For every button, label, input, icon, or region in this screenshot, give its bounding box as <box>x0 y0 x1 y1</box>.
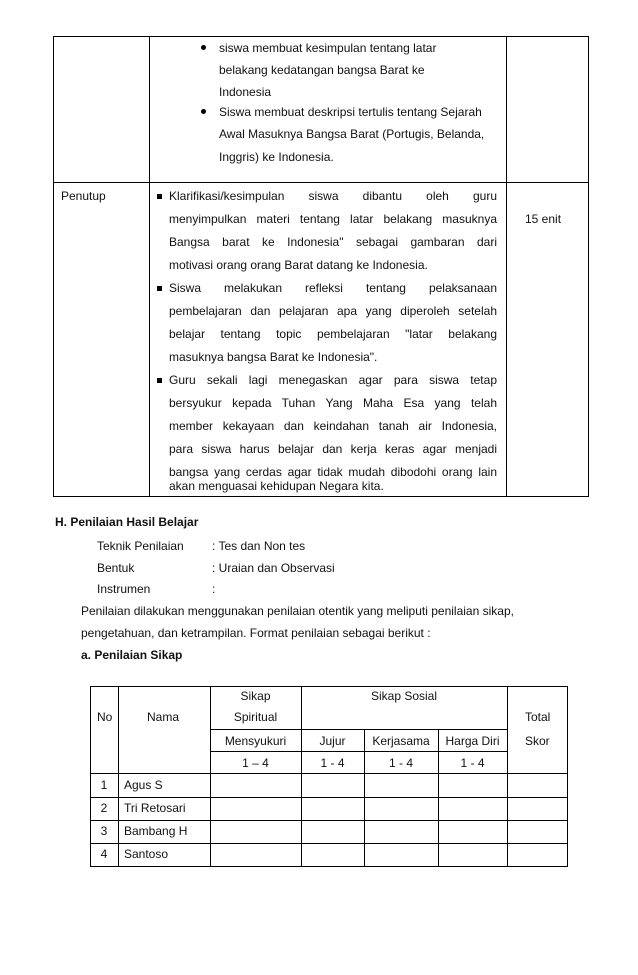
column-header-skor: Skor <box>525 734 550 748</box>
column-header-total: Total <box>525 710 551 724</box>
row-number: 3 <box>100 824 108 838</box>
list-item-line: akan menguasai kehidupan Negara kita. <box>169 479 384 493</box>
list-item-line: Awal Masuknya Bangsa Barat (Portugis, Belanda, <box>219 127 485 141</box>
info-value: : Uraian dan Observasi <box>212 561 335 575</box>
list-item-line: Siswa membuat deskripsi tertulis tentang Sejarah <box>219 105 482 119</box>
phase-label: Penutup <box>61 189 106 203</box>
list-item-line: bersyukur kepada Tuhan Yang Maha Esa yang telah <box>169 396 497 410</box>
paragraph-line: Penilaian dilakukan menggunakan penilaian otentik yang meliputi penilaian sikap, <box>81 604 514 618</box>
list-item-line: Inggris) ke Indonesia. <box>219 150 334 164</box>
student-name: Bambang H <box>124 824 188 838</box>
list-item-line: Bangsa barat ke Indonesia" sebagai gambaran dari <box>169 235 497 249</box>
student-name: Tri Retosari <box>124 801 186 815</box>
subheader-kerjasama: Kerjasama <box>372 734 430 748</box>
bullet-square-icon <box>157 378 162 383</box>
list-item-line: Indonesia <box>219 85 272 99</box>
list-item-line: Klarifikasi/kesimpulan siswa dibantu oleh guru <box>169 189 497 203</box>
info-label: Instrumen <box>97 582 151 596</box>
list-item-line: bangsa yang cerdas agar tidak mudah dibodohi orang lain <box>169 465 497 479</box>
paragraph-line: pengetahuan, dan ketrampilan. Format penilaian sebagai berikut : <box>81 626 431 640</box>
bullet-dot-icon <box>201 45 206 50</box>
bullet-square-icon <box>157 286 162 291</box>
list-item-line: motivasi orang orang Barat datang ke Indonesia. <box>169 258 428 272</box>
student-name: Santoso <box>124 847 169 861</box>
bullet-dot-icon <box>201 109 206 114</box>
bullet-square-icon <box>157 194 162 199</box>
column-header-no: No <box>97 710 113 724</box>
list-item-line: para siswa harus belajar dan kerja keras agar menjadi <box>169 442 497 456</box>
time-allocation: 15 enit <box>525 212 562 226</box>
scale-label: 1 - 4 <box>388 756 413 770</box>
column-header-sikap-sosial: Sikap Sosial <box>370 689 438 703</box>
list-item-line: menyimpulkan materi tentang latar belakang masuknya <box>169 212 497 226</box>
subheader-jujur: Jujur <box>319 734 346 748</box>
column-header-spiritual: Spiritual <box>233 710 278 724</box>
scale-label: 1 - 4 <box>320 756 345 770</box>
subheader-harga-diri: Harga Diri <box>445 734 500 748</box>
row-number: 4 <box>100 847 108 861</box>
list-item-line: Siswa melakukan refleksi tentang pelaksanaan <box>169 281 497 295</box>
info-value: : Tes dan Non tes <box>212 539 306 553</box>
student-name: Agus S <box>124 778 163 792</box>
list-item-line: Guru sekali lagi menegaskan agar para siswa tetap <box>169 373 497 387</box>
list-item-line: belajar tentang topic pembelajaran "latar belakang <box>169 327 497 341</box>
list-item-line: pembelajaran dan pelajaran apa yang diperoleh setelah <box>169 304 497 318</box>
scale-label: 1 – 4 <box>242 756 269 770</box>
scale-label: 1 - 4 <box>460 756 485 770</box>
row-number: 2 <box>100 801 108 815</box>
list-item-line: masuknya bangsa Barat ke Indonesia". <box>169 350 378 364</box>
list-item-line: siswa membuat kesimpulan tentang latar <box>219 41 437 55</box>
subheader-mensyukuri: Mensyukuri <box>224 734 287 748</box>
subsection-heading: a. Penilaian Sikap <box>81 648 183 662</box>
row-number: 1 <box>100 778 108 792</box>
list-item-line: belakang kedatangan bangsa Barat ke <box>219 63 425 77</box>
info-label: Bentuk <box>97 561 135 575</box>
list-item-line: member kekayaan dan keindahan tanah air Indonesia, <box>169 419 497 433</box>
info-label: Teknik Penilaian <box>97 539 184 553</box>
column-header-sikap: Sikap <box>240 689 271 703</box>
column-header-nama: Nama <box>147 710 180 724</box>
section-heading: H. Penilaian Hasil Belajar <box>55 515 199 529</box>
info-value: : <box>212 582 216 596</box>
